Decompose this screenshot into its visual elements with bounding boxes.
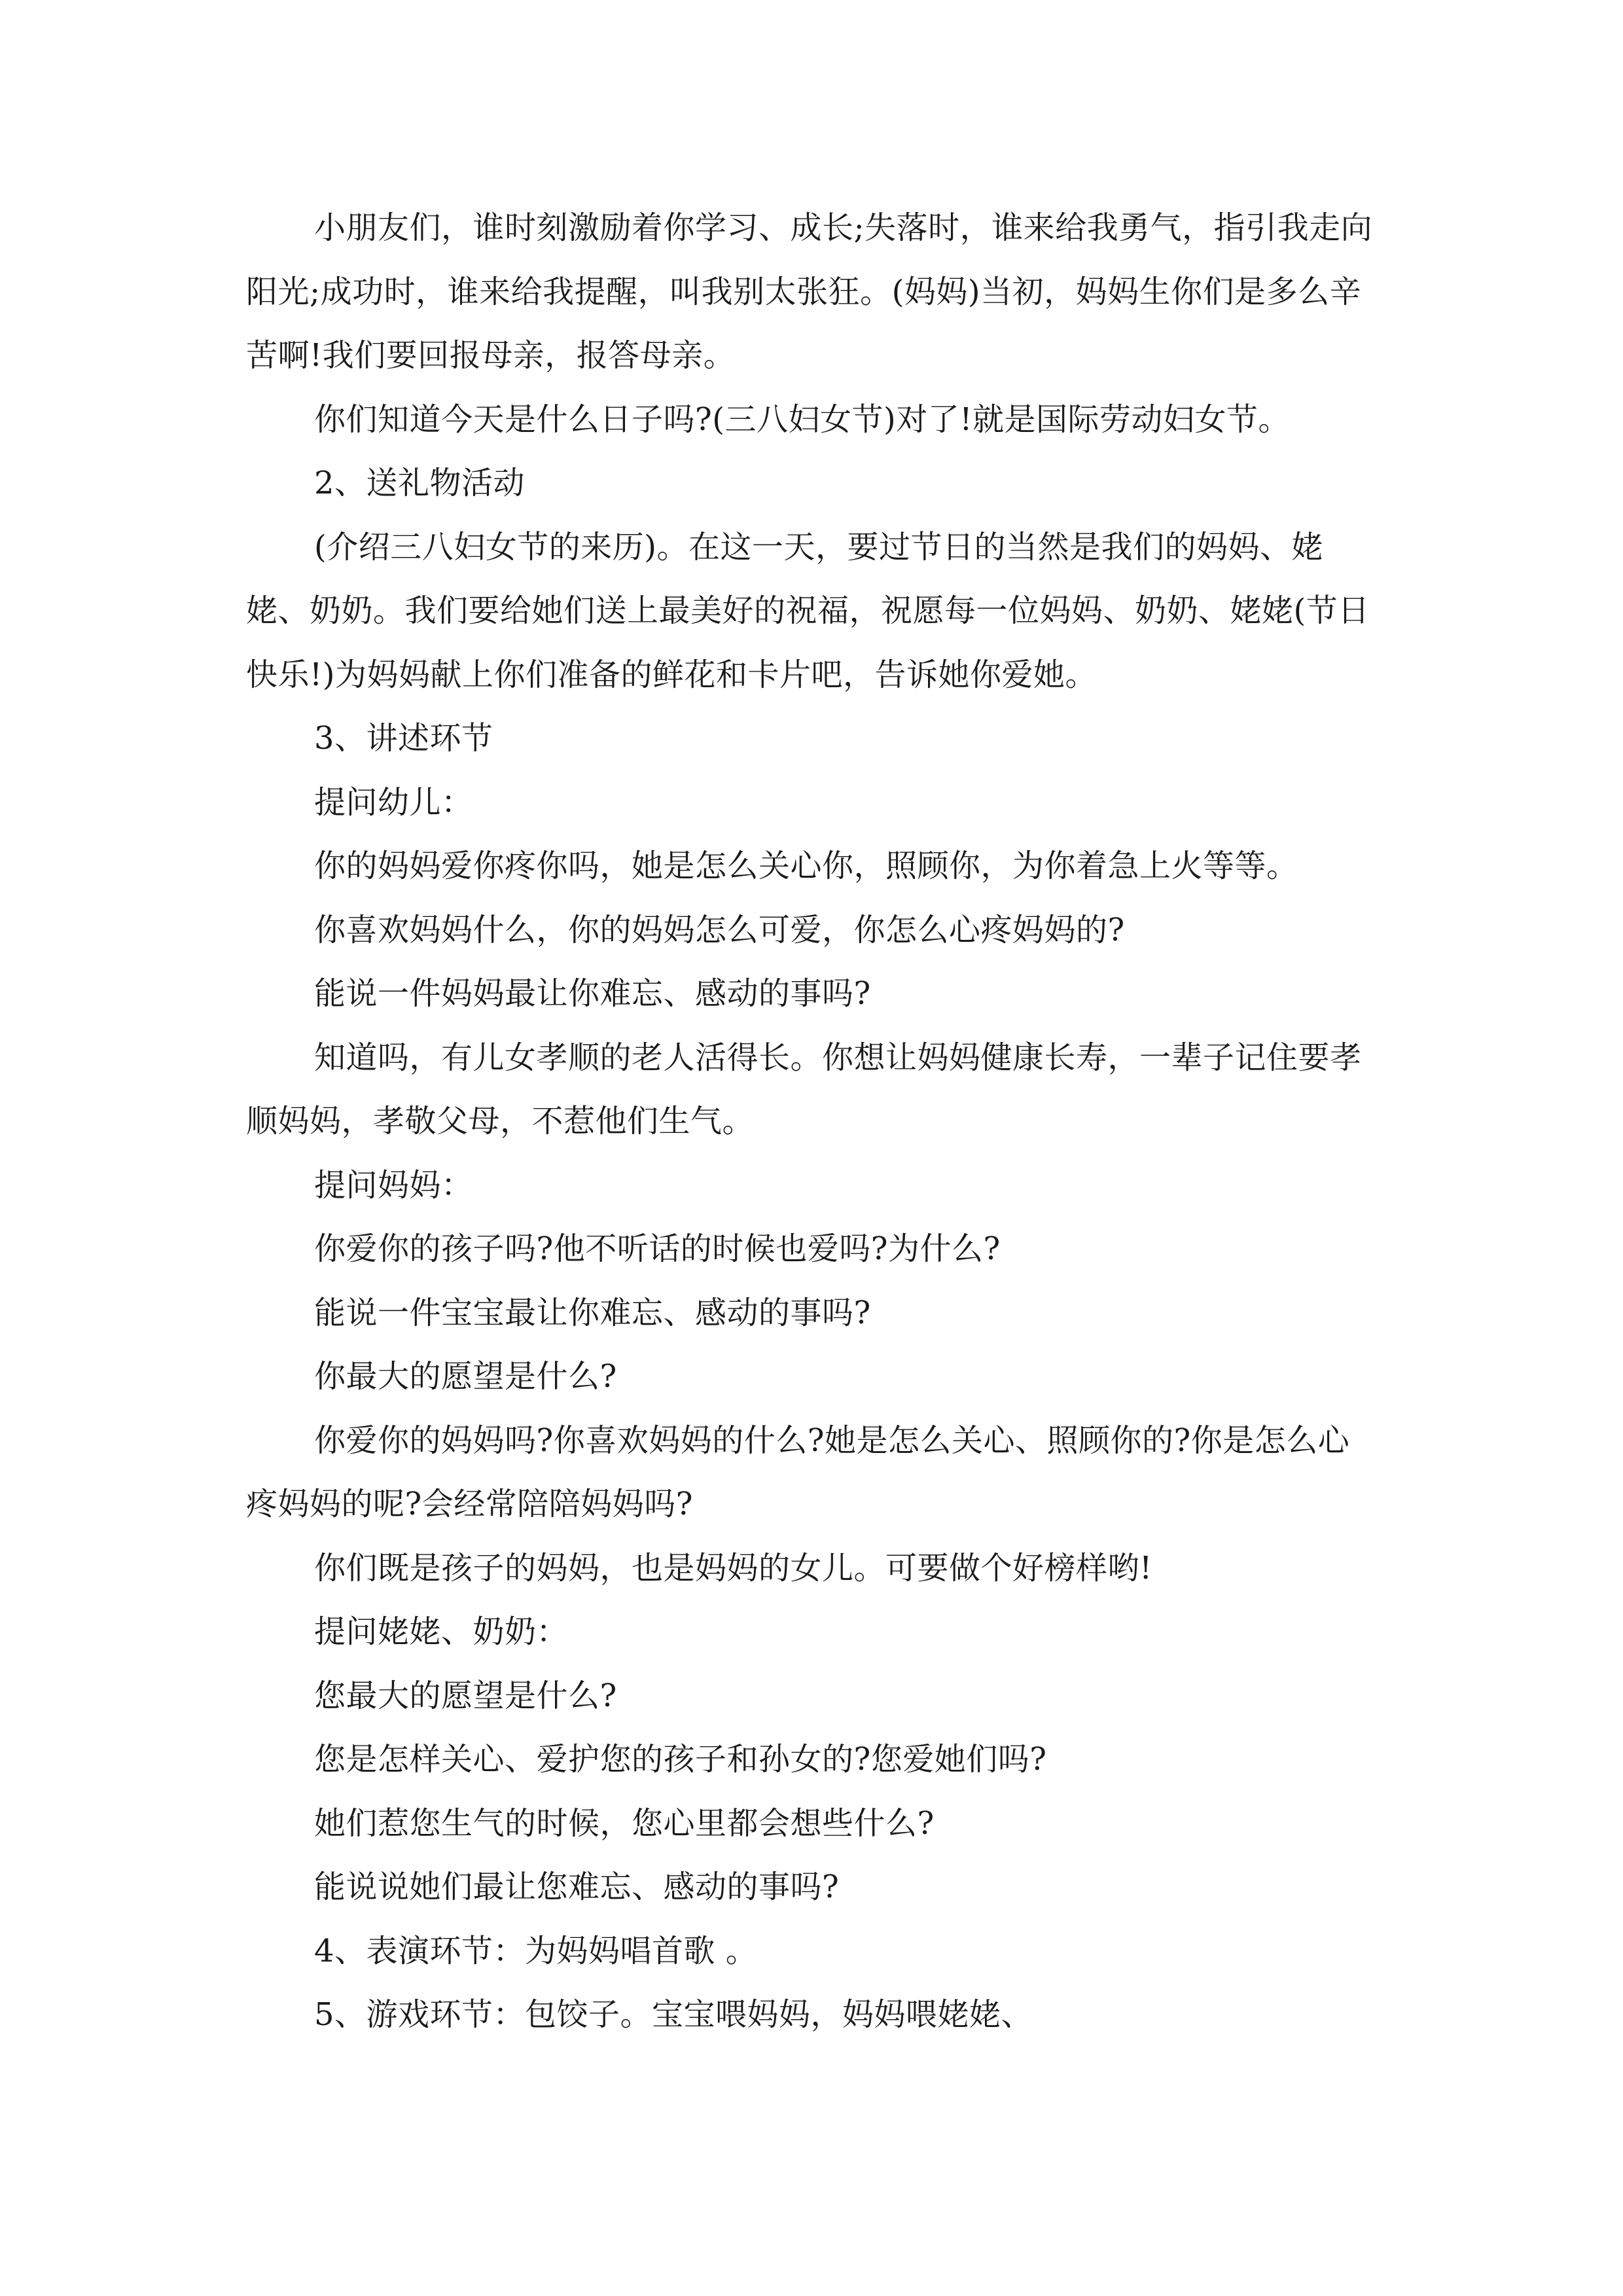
section-heading-performance: 4、表演环节：为妈妈唱首歌 。 (314, 1932, 758, 1969)
question-line: 你最大的愿望是什么? (314, 1358, 617, 1395)
section-heading-gift-activity: 2、送礼物活动 (314, 465, 526, 501)
question-line: 能说说她们最让您难忘、感动的事吗? (314, 1869, 840, 1905)
question-line: 能说一件宝宝最让你难忘、感动的事吗? (314, 1294, 871, 1331)
section-heading-narration: 3、讲述环节 (314, 720, 493, 757)
subheading-ask-mothers: 提问妈妈： (314, 1166, 473, 1204)
paragraph-gift-activity: (介绍三八妇女节的来历)。在这一天，要过节日的当然是我们的妈妈、姥姥、奶奶。我们要给她们送上最美好的祝福，祝愿每一位妈妈、奶奶、姥姥(节日快乐!)为妈妈献上你们准备的鲜花和卡片吧，告诉她你爱她。 (246, 528, 1370, 693)
question-line: 你爱你的孩子吗?他不听话的时候也爱吗?为什么? (314, 1230, 1001, 1267)
document-body (246, 196, 1377, 2047)
question-line: 你爱你的妈妈吗?你喜欢妈妈的什么?她是怎么关心、照顾你的?你是怎么心疼妈妈的呢?会经常陪陪妈妈吗? (246, 1422, 1350, 1522)
question-line: 您最大的愿望是什么? (314, 1677, 617, 1714)
paragraph-filial-piety: 知道吗，有儿女孝顺的老人活得长。你想让妈妈健康长寿，一辈子记住要孝顺妈妈，孝敬父母，不惹他们生气。 (246, 1039, 1362, 1139)
question-line: 能说一件妈妈最让你难忘、感动的事吗? (314, 975, 871, 1012)
question-line: 你喜欢妈妈什么，你的妈妈怎么可爱，你怎么心疼妈妈的? (314, 911, 1125, 948)
question-line: 你的妈妈爱你疼你吗，她是怎么关心你，照顾你，为你着急上火等等。 (314, 848, 1298, 884)
paragraph-role-model: 你们既是孩子的妈妈，也是妈妈的女儿。可要做个好榜样哟! (314, 1549, 1152, 1587)
paragraph-intro: 小朋友们，谁时刻激励着你学习、成长;失落时，谁来给我勇气，指引我走向阳光;成功时，谁来给我提醒，叫我别太张狂。(妈妈)当初，妈妈生你们是多么辛苦啊!我们要回报母亲，报答母亲。 (246, 209, 1373, 374)
paragraph-womens-day-question: 你们知道今天是什么日子吗?(三八妇女节)对了!就是国际劳动妇女节。 (314, 401, 1290, 438)
subheading-ask-grandmothers: 提问姥姥、奶奶： (314, 1613, 569, 1650)
section-heading-game: 5、游戏环节：包饺子。宝宝喂妈妈，妈妈喂姥姥、 (314, 1996, 1033, 2033)
subheading-ask-children: 提问幼儿： (314, 783, 473, 821)
question-line: 她们惹您生气的时候，您心里都会想些什么? (314, 1804, 935, 1842)
question-line: 您是怎样关心、爱护您的孩子和孙女的?您爱她们吗? (314, 1741, 1047, 1778)
